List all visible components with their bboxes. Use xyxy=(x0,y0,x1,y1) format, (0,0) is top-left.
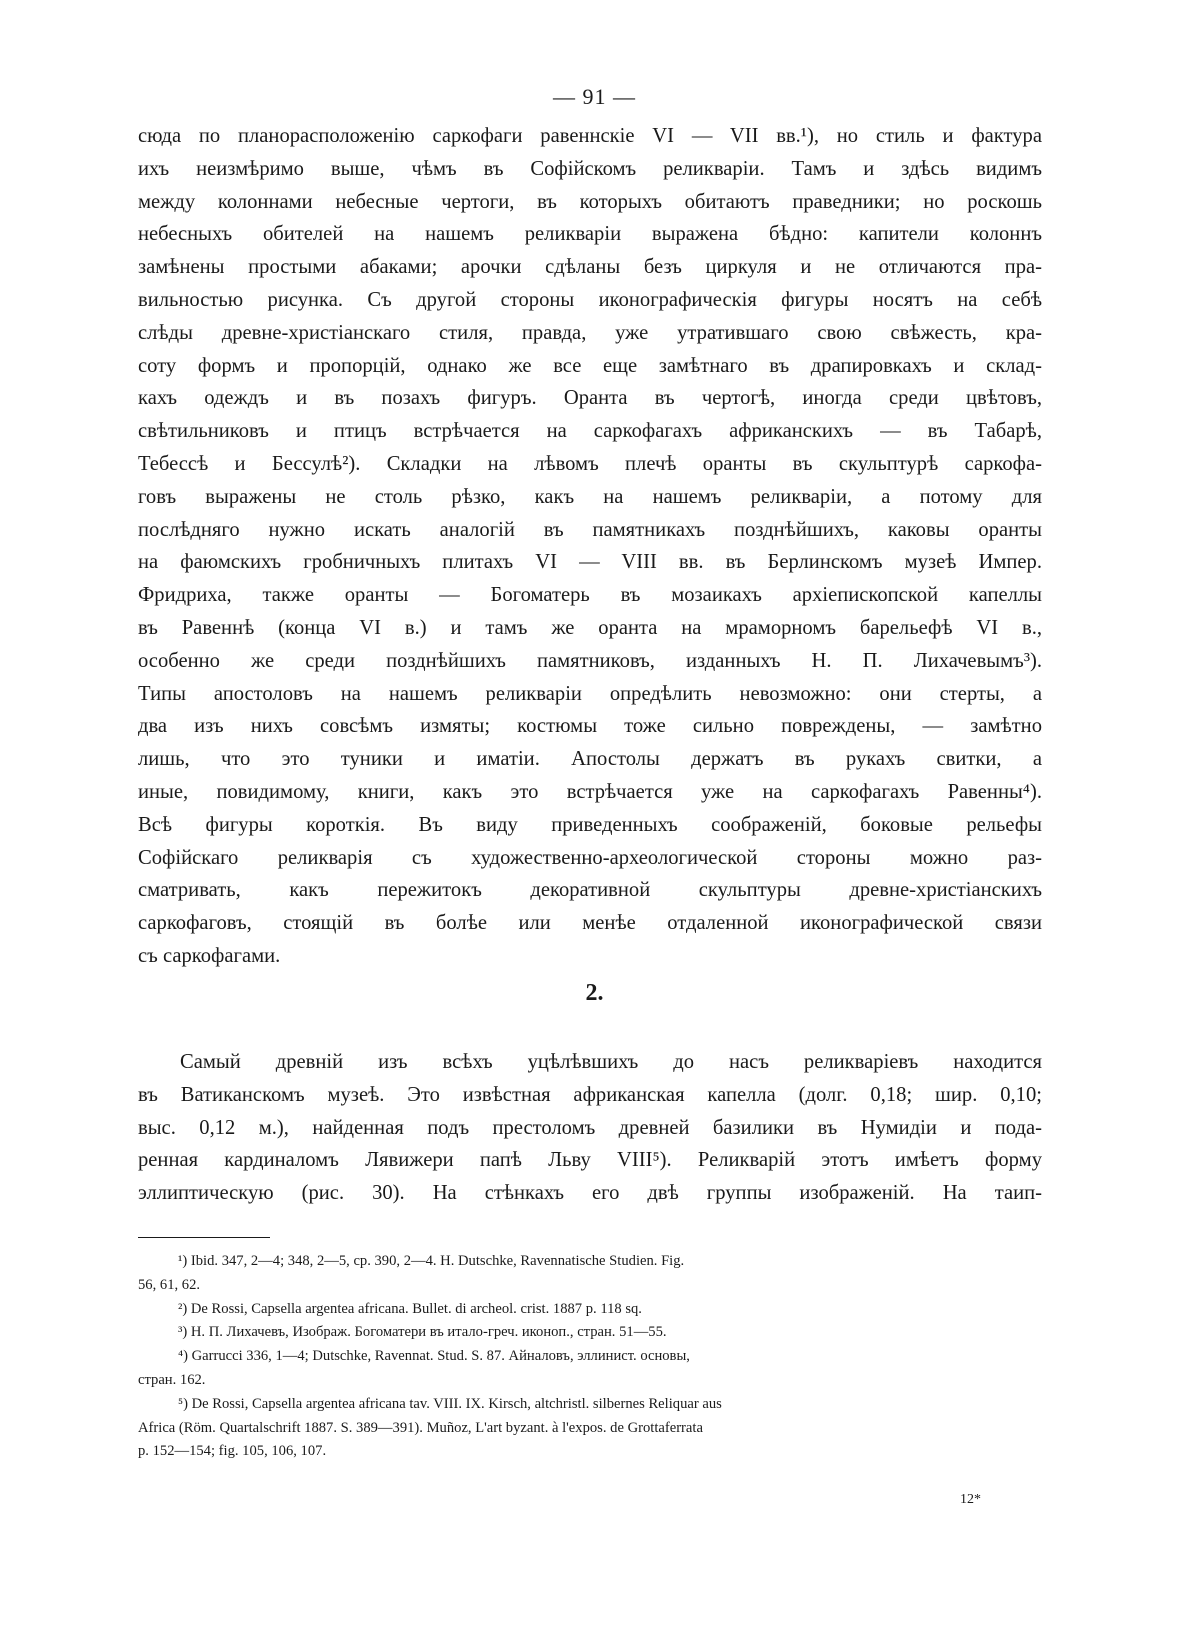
footnote-line: Africa (Röm. Quartalschrift 1887. S. 389—391). Muñoz, L'art byzant. à l'expos. de Grottaferrata xyxy=(138,1419,703,1436)
text-line: сматривать, какъ пережитокъ декоративной скульптуры древне-христіанскихъ xyxy=(138,879,1042,902)
text-line: въ Ватиканскомъ музеѣ. Это извѣстная африканская капелла (долг. 0,18; шир. 0,10; xyxy=(138,1083,1042,1106)
section-number: 2. xyxy=(585,980,604,1006)
text-line: Типы апостоловъ на нашемъ реликваріи опредѣлить невозможно: они стерты, а xyxy=(138,682,1042,705)
text-line: свѣтильниковъ и птицъ встрѣчается на саркофагахъ африканскихъ — въ Табарѣ, xyxy=(138,420,1042,443)
text-line: лишь, что это туники и иматіи. Апостолы держатъ въ рукахъ свитки, а xyxy=(138,748,1042,771)
text-line: Самый древній изъ всѣхъ уцѣлѣвшихъ до насъ реликваріевъ находится xyxy=(180,1051,1042,1073)
paragraph-2 xyxy=(138,1046,1042,1210)
footnote-separator xyxy=(138,1237,270,1238)
footnote-line: 56, 61, 62. xyxy=(138,1276,201,1293)
text-line: соту формъ и пропорцій, однако же все еще замѣтнаго въ драпировкахъ и склад- xyxy=(138,354,1042,377)
text-line: ренная кардиналомъ Лявижери папѣ Льву VIII⁵). Реликварій этотъ имѣетъ форму xyxy=(138,1149,1042,1172)
text-line: замѣнены простыми абаками; арочки сдѣланы безъ циркуля и не отличаются пра- xyxy=(138,256,1042,279)
footnote-line: ³) Н. П. Лихачевъ, Изображ. Богоматери въ итало-греч. иконоп., стран. 51—55. xyxy=(178,1324,667,1341)
text-line: Всѣ фигуры короткія. Въ виду приведенныхъ соображеній, боковые рельефы xyxy=(138,813,1042,836)
signature-mark: 12* xyxy=(960,1492,981,1507)
text-line: эллиптическую (рис. 30). На стѣнкахъ его двѣ группы изображеній. На таип- xyxy=(138,1182,1042,1205)
footnote-line: ¹) Ibid. 347, 2—4; 348, 2—5, ср. 390, 2—4. H. Dutschke, Ravennatische Studien. Fig. xyxy=(178,1253,685,1269)
text-line: сюда по планорасположенію саркофаги равеннскіе VI — VII вв.¹), но стиль и фактура xyxy=(138,125,1042,147)
text-line: два изъ нихъ совсѣмъ измяты; костюмы тоже сильно повреждены, — замѣтно xyxy=(138,715,1042,738)
paragraph-1 xyxy=(138,120,1042,973)
text-line: на фаюмскихъ гробничныхъ плитахъ VI — VIII вв. въ Берлинскомъ музеѣ Импер. xyxy=(138,551,1042,574)
text-line: Фридриха, также оранты — Богоматерь въ мозаикахъ архіепископской капеллы xyxy=(138,584,1042,607)
text-line: послѣдняго нужно искать аналогій въ памятникахъ позднѣйшихъ, каковы оранты xyxy=(138,518,1042,541)
text-line: вильностью рисунка. Съ другой стороны иконографическія фигуры носятъ на себѣ xyxy=(138,288,1042,311)
text-line: съ саркофагами. xyxy=(138,944,281,967)
text-line: между колоннами небесные чертоги, въ которыхъ обитаютъ праведники; но роскошь xyxy=(138,190,1042,213)
text-line: ихъ неизмѣримо выше, чѣмъ въ Софійскомъ реликваріи. Тамъ и здѣсь видимъ xyxy=(138,157,1042,180)
footnote-line: ⁴) Garrucci 336, 1—4; Dutschke, Ravennat. Stud. S. 87. Айналовъ, эллинист. основы, xyxy=(178,1348,690,1365)
footnote-line: p. 152—154; fig. 105, 106, 107. xyxy=(138,1443,327,1460)
footnote-line: стран. 162. xyxy=(138,1371,206,1388)
text-line: въ Равеннѣ (конца VI в.) и тамъ же оранта на мраморномъ барельефѣ VI в., xyxy=(138,616,1042,639)
footnote-line: ²) De Rossi, Capsella argentea africana. Bullet. di archeol. crist. 1887 p. 118 sq. xyxy=(178,1300,642,1317)
text-line: Тебессѣ и Бессулѣ²). Складки на лѣвомъ плечѣ оранты въ скульптурѣ саркофа- xyxy=(138,452,1042,475)
text-line: выс. 0,12 м.), найденная подъ престоломъ древней базилики въ Нумидіи и пода- xyxy=(138,1116,1042,1139)
footnote-line: ⁵) De Rossi, Capsella argentea africana tav. VIII. IX. Kirsch, altchristl. silbernes Reliquar aus xyxy=(178,1395,722,1412)
text-line: иные, повидимому, книги, какъ это встрѣчается уже на саркофагахъ Равенны⁴). xyxy=(138,780,1042,803)
text-line: саркофаговъ, стоящій въ болѣе или менѣе отдаленной иконографической связи xyxy=(138,912,1042,935)
page-number: — 91 — xyxy=(553,84,636,109)
text-line: кахъ одеждъ и въ позахъ фигуръ. Оранта въ чертогѣ, иногда среди цвѣтовъ, xyxy=(138,387,1042,410)
text-line: Софійскаго реликварія съ художественно-археологической стороны можно раз- xyxy=(138,846,1042,869)
text-line: особенно же среди позднѣйшихъ памятниковъ, изданныхъ Н. П. Лихачевымъ³). xyxy=(138,649,1042,672)
footnotes xyxy=(138,1250,1042,1464)
text-line: говъ выражены не столь рѣзко, какъ на нашемъ реликваріи, а потому для xyxy=(138,485,1042,508)
text-line: слѣды древне-христіанскаго стиля, правда, уже утратившаго свою свѣжесть, кра- xyxy=(138,321,1042,344)
text-line: небесныхъ обителей на нашемъ реликваріи выражена бѣдно: капители колоннъ xyxy=(138,223,1042,246)
